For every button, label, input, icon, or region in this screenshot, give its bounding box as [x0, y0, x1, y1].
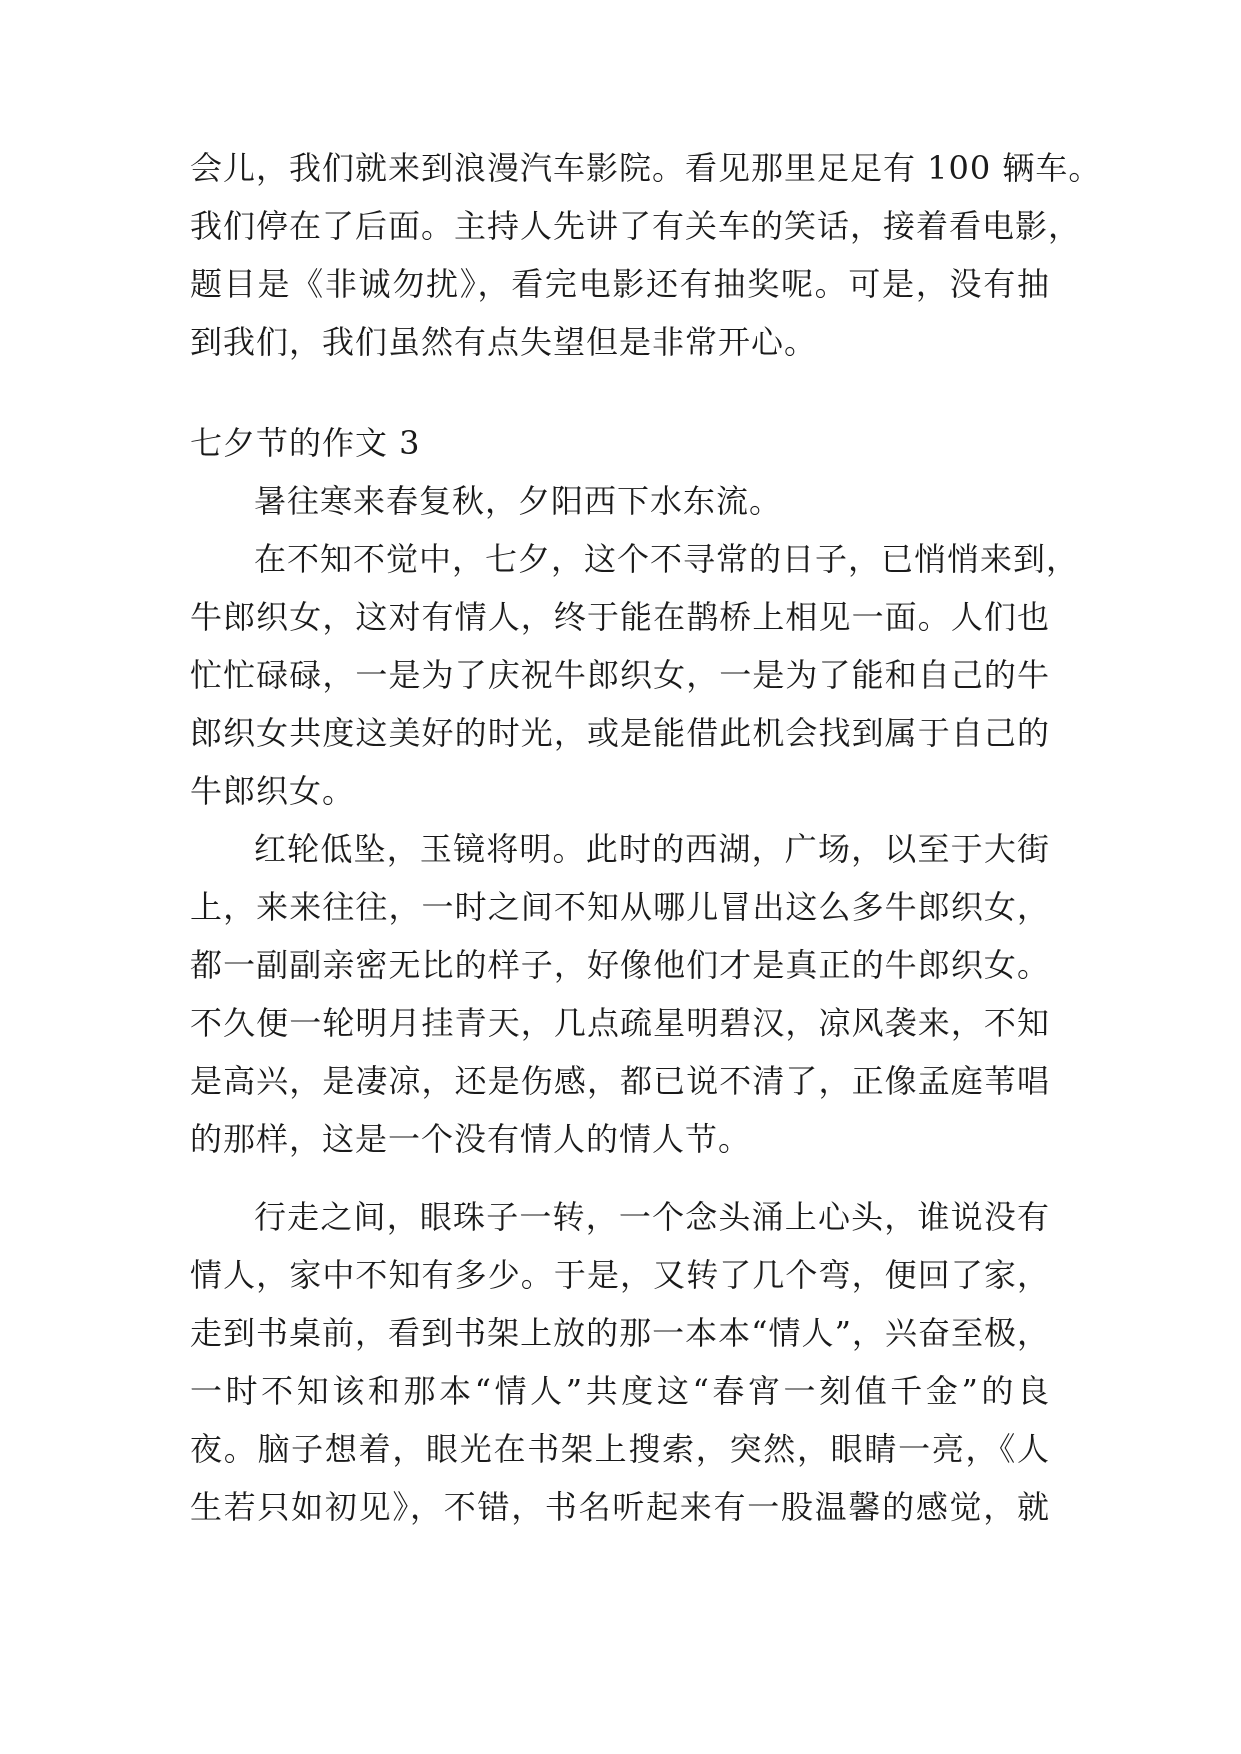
text-line: 走到书桌前，看到书架上放的那一本本“情人”，兴奋至极，	[190, 1314, 1050, 1352]
text-line: 牛郎织女。	[190, 772, 356, 810]
text-line: 的那样，这是一个没有情人的情人节。	[190, 1120, 752, 1158]
text-line: 一时不知该和那本“情人”共度这“春宵一刻值千金”的良	[190, 1372, 1050, 1410]
text-line: 题目是《非诚勿扰》，看完电影还有抽奖呢。可是，没有抽	[190, 265, 1050, 303]
text-line: 我们停在了后面。主持人先讲了有关车的笑话，接着看电影，	[190, 207, 1082, 245]
text-line: 行走之间，眼珠子一转，一个念头涌上心头，谁说没有	[254, 1198, 1050, 1236]
text-line: 红轮低坠，玉镜将明。此时的西湖，广场，以至于大街	[254, 830, 1050, 868]
text-line: 是高兴，是凄凉，还是伤感，都已说不清了，正像孟庭苇唱	[190, 1062, 1050, 1100]
text-line: 牛郎织女，这对有情人，终于能在鹊桥上相见一面。人们也	[190, 598, 1050, 636]
text-line: 郎织女共度这美好的时光，或是能借此机会找到属于自己的	[190, 714, 1050, 752]
text-line: 夜。脑子想着，眼光在书架上搜索，突然，眼睛一亮，《人	[190, 1430, 1050, 1468]
text-line: 情人，家中不知有多少。于是，又转了几个弯，便回了家，	[190, 1256, 1050, 1294]
text-line: 暑往寒来春复秋，夕阳西下水东流。	[254, 482, 783, 520]
text-line: 都一副副亲密无比的样子，好像他们才是真正的牛郎织女。	[190, 946, 1050, 984]
text-line: 生若只如初见》，不错，书名听起来有一股温馨的感觉，就	[190, 1488, 1050, 1526]
text-line: 在不知不觉中，七夕，这个不寻常的日子，已悄悄来到，	[254, 540, 1080, 578]
text-line: 不久便一轮明月挂青天，几点疏星明碧汉，凉风袭来，不知	[190, 1004, 1050, 1042]
text-line: 到我们，我们虽然有点失望但是非常开心。	[190, 323, 818, 361]
section-title: 七夕节的作文 3	[190, 424, 421, 462]
text-line: 上，来来往往，一时之间不知从哪儿冒出这么多牛郎织女，	[190, 888, 1050, 926]
text-line: 会儿，我们就来到浪漫汽车影院。看见那里足足有 100 辆车。	[190, 149, 1102, 187]
text-line: 忙忙碌碌，一是为了庆祝牛郎织女，一是为了能和自己的牛	[190, 656, 1050, 694]
